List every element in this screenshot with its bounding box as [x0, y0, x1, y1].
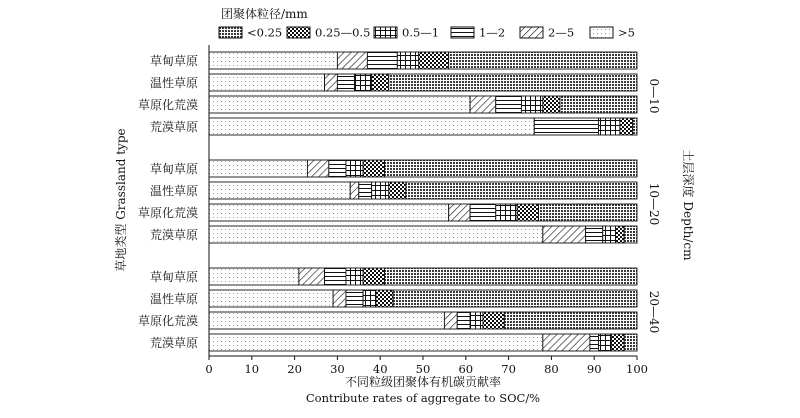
bar-segment-gt-5: [209, 204, 449, 221]
x-tick-label: 40: [372, 362, 388, 376]
bar-segment-0-5-1: [470, 312, 483, 329]
category-label: 草甸草原: [149, 270, 198, 284]
bar-segment-0-5-1: [355, 74, 372, 91]
bar-segment-0-5-1: [598, 334, 611, 351]
bar-segment-1-2: [329, 160, 346, 177]
bar-segment-gt-5: [209, 52, 337, 69]
bar-segment-1-2: [337, 74, 354, 91]
legend-label-lt-0-25: <0.25: [247, 25, 283, 40]
bar-segment-2-5: [333, 290, 346, 307]
bar-segment-2-5: [337, 52, 367, 69]
bar-segment-lt-0-25: [384, 268, 637, 285]
x-axis-title-en: Contribute rates of aggregate to SOC/%: [305, 391, 541, 405]
bar-segment-0-25-0-5: [419, 52, 449, 69]
bar-segment-2-5: [325, 74, 338, 91]
bar-segment-0-5-1: [346, 268, 363, 285]
bar-segment-0-5-1: [603, 226, 616, 243]
bar-segment-1-2: [586, 226, 603, 243]
bar-segment-0-25-0-5: [611, 334, 624, 351]
bar-segment-0-25-0-5: [620, 118, 633, 135]
x-tick-label: 100: [626, 362, 648, 376]
bar-segment-0-25-0-5: [389, 182, 406, 199]
bar-segment-2-5: [444, 312, 457, 329]
depth-label: 10—20: [647, 182, 661, 226]
bar-2-3: [209, 204, 637, 221]
x-tick-label: 80: [544, 362, 559, 376]
bar-segment-gt-5: [209, 160, 307, 177]
depth-label: 20—40: [647, 290, 661, 334]
bar-segment-2-5: [350, 182, 359, 199]
bar-segment-lt-0-25: [389, 74, 637, 91]
category-label: 草甸草原: [149, 162, 198, 176]
bar-segment-gt-5: [209, 226, 543, 243]
legend-label-2-5: 2—5: [548, 25, 575, 40]
legend-item-1-2: [451, 26, 505, 40]
bar-segment-1-2: [359, 182, 372, 199]
bar-segment-0-25-0-5: [517, 204, 538, 221]
category-label: 温性草原: [149, 76, 198, 90]
bar-segment-1-2: [367, 52, 397, 69]
bar-segment-0-5-1: [521, 96, 542, 113]
x-tick-label: 70: [501, 362, 516, 376]
legend: [221, 6, 308, 21]
bar-segment-lt-0-25: [560, 96, 637, 113]
legend-items: [219, 26, 635, 40]
bar-segment-gt-5: [209, 118, 534, 135]
x-ticks: [205, 356, 648, 376]
bar-segment-1-2: [346, 290, 363, 307]
category-label: 草原化荒漠: [137, 98, 198, 112]
bar-segment-lt-0-25: [449, 52, 637, 69]
legend-swatch-0-25-0-5: [287, 27, 310, 38]
x-axis-title-cn: 不同粒级团聚体有机碳贡献率: [344, 375, 502, 389]
legend-label-0-25-0-5: 0.25—0.5: [315, 25, 371, 40]
bar-segment-lt-0-25: [406, 182, 637, 199]
x-tick-label: 20: [287, 362, 302, 376]
bar-segment-0-25-0-5: [483, 312, 504, 329]
category-label: 荒漠草原: [149, 120, 198, 134]
axes: [209, 45, 637, 356]
legend-swatch-1-2: [451, 27, 474, 38]
bar-segment-0-25-0-5: [376, 290, 393, 307]
bar-segment-2-5: [543, 334, 590, 351]
legend-label-0-5-1: 0.5—1: [402, 25, 440, 40]
category-label: 草原化荒漠: [137, 206, 198, 220]
right-axis-title: 土层深度 Depth/cm: [681, 149, 695, 261]
bar-segment-gt-5: [209, 182, 350, 199]
category-label: 草原化荒漠: [137, 314, 198, 328]
bar-3-3: [209, 312, 637, 329]
bar-segment-0-5-1: [496, 204, 517, 221]
x-tick-label: 90: [586, 362, 602, 376]
bar-segment-0-5-1: [598, 118, 619, 135]
bar-segment-gt-5: [209, 74, 325, 91]
legend-title: 团聚体粒径/mm: [221, 7, 308, 21]
bar-segment-gt-5: [209, 268, 299, 285]
bar-segment-2-5: [470, 96, 496, 113]
bar-segment-0-5-1: [397, 52, 418, 69]
bar-segment-0-25-0-5: [543, 96, 560, 113]
legend-swatch-lt-0-25: [219, 27, 242, 38]
depth-labels: [647, 79, 661, 334]
legend-item-0-25-0-5: [287, 26, 370, 40]
y-axis-title: 草地类型 Grassland type: [114, 128, 128, 272]
bar-segment-gt-5: [209, 334, 543, 351]
bars: [209, 52, 637, 351]
bar-2-1: [209, 160, 637, 177]
bar-segment-1-2: [496, 96, 522, 113]
bar-1-3: [209, 96, 637, 113]
legend-label-1-2: 1—2: [479, 25, 506, 40]
bar-segment-1-2: [470, 204, 496, 221]
bar-1-4: [209, 118, 637, 135]
legend-item-gt-5: [590, 26, 635, 40]
bar-segment-lt-0-25: [624, 226, 637, 243]
bar-segment-lt-0-25: [539, 204, 637, 221]
legend-swatch-gt-5: [590, 27, 613, 38]
legend-item-lt-0-25: [219, 26, 282, 40]
bar-segment-1-2: [590, 334, 599, 351]
bar-segment-2-5: [543, 226, 586, 243]
bar-segment-1-2: [534, 118, 598, 135]
x-tick-label: 0: [205, 362, 213, 376]
bar-2-4: [209, 226, 637, 243]
bar-segment-lt-0-25: [393, 290, 637, 307]
x-tick-label: 30: [330, 362, 345, 376]
bar-segment-1-2: [457, 312, 470, 329]
bar-segment-2-5: [307, 160, 328, 177]
category-label: 草甸草原: [149, 54, 198, 68]
bar-segment-0-25-0-5: [363, 268, 384, 285]
bar-segment-0-25-0-5: [372, 74, 389, 91]
bar-segment-lt-0-25: [384, 160, 637, 177]
bar-segment-gt-5: [209, 96, 470, 113]
bar-segment-lt-0-25: [624, 334, 637, 351]
bar-segment-lt-0-25: [504, 312, 637, 329]
x-tick-label: 60: [458, 362, 474, 376]
x-tick-label: 50: [415, 362, 431, 376]
legend-swatch-2-5: [520, 27, 543, 38]
legend-item-2-5: [520, 26, 574, 40]
category-label: 荒漠草原: [149, 228, 198, 242]
bar-segment-2-5: [299, 268, 325, 285]
bar-3-4: [209, 334, 637, 351]
category-label: 温性草原: [149, 292, 198, 306]
legend-label-gt-5: >5: [618, 25, 635, 40]
category-labels: [138, 53, 198, 350]
bar-1-1: [209, 52, 637, 69]
bar-1-2: [209, 74, 637, 91]
bar-segment-gt-5: [209, 290, 333, 307]
category-label: 荒漠草原: [149, 336, 198, 350]
bar-3-2: [209, 290, 637, 307]
legend-swatch-0-5-1: [374, 27, 397, 38]
bar-segment-0-5-1: [372, 182, 389, 199]
bar-2-2: [209, 182, 637, 199]
bar-segment-gt-5: [209, 312, 444, 329]
bar-segment-0-5-1: [363, 290, 376, 307]
bar-segment-0-5-1: [346, 160, 363, 177]
bar-segment-1-2: [325, 268, 346, 285]
bar-segment-lt-0-25: [633, 118, 637, 135]
depth-label: 0—10: [647, 78, 661, 114]
bar-segment-0-25-0-5: [616, 226, 625, 243]
bar-segment-0-25-0-5: [363, 160, 384, 177]
x-tick-label: 10: [244, 362, 260, 376]
bar-3-1: [209, 268, 637, 285]
category-label: 温性草原: [149, 184, 198, 198]
bar-segment-2-5: [449, 204, 470, 221]
legend-item-0-5-1: [374, 26, 439, 40]
